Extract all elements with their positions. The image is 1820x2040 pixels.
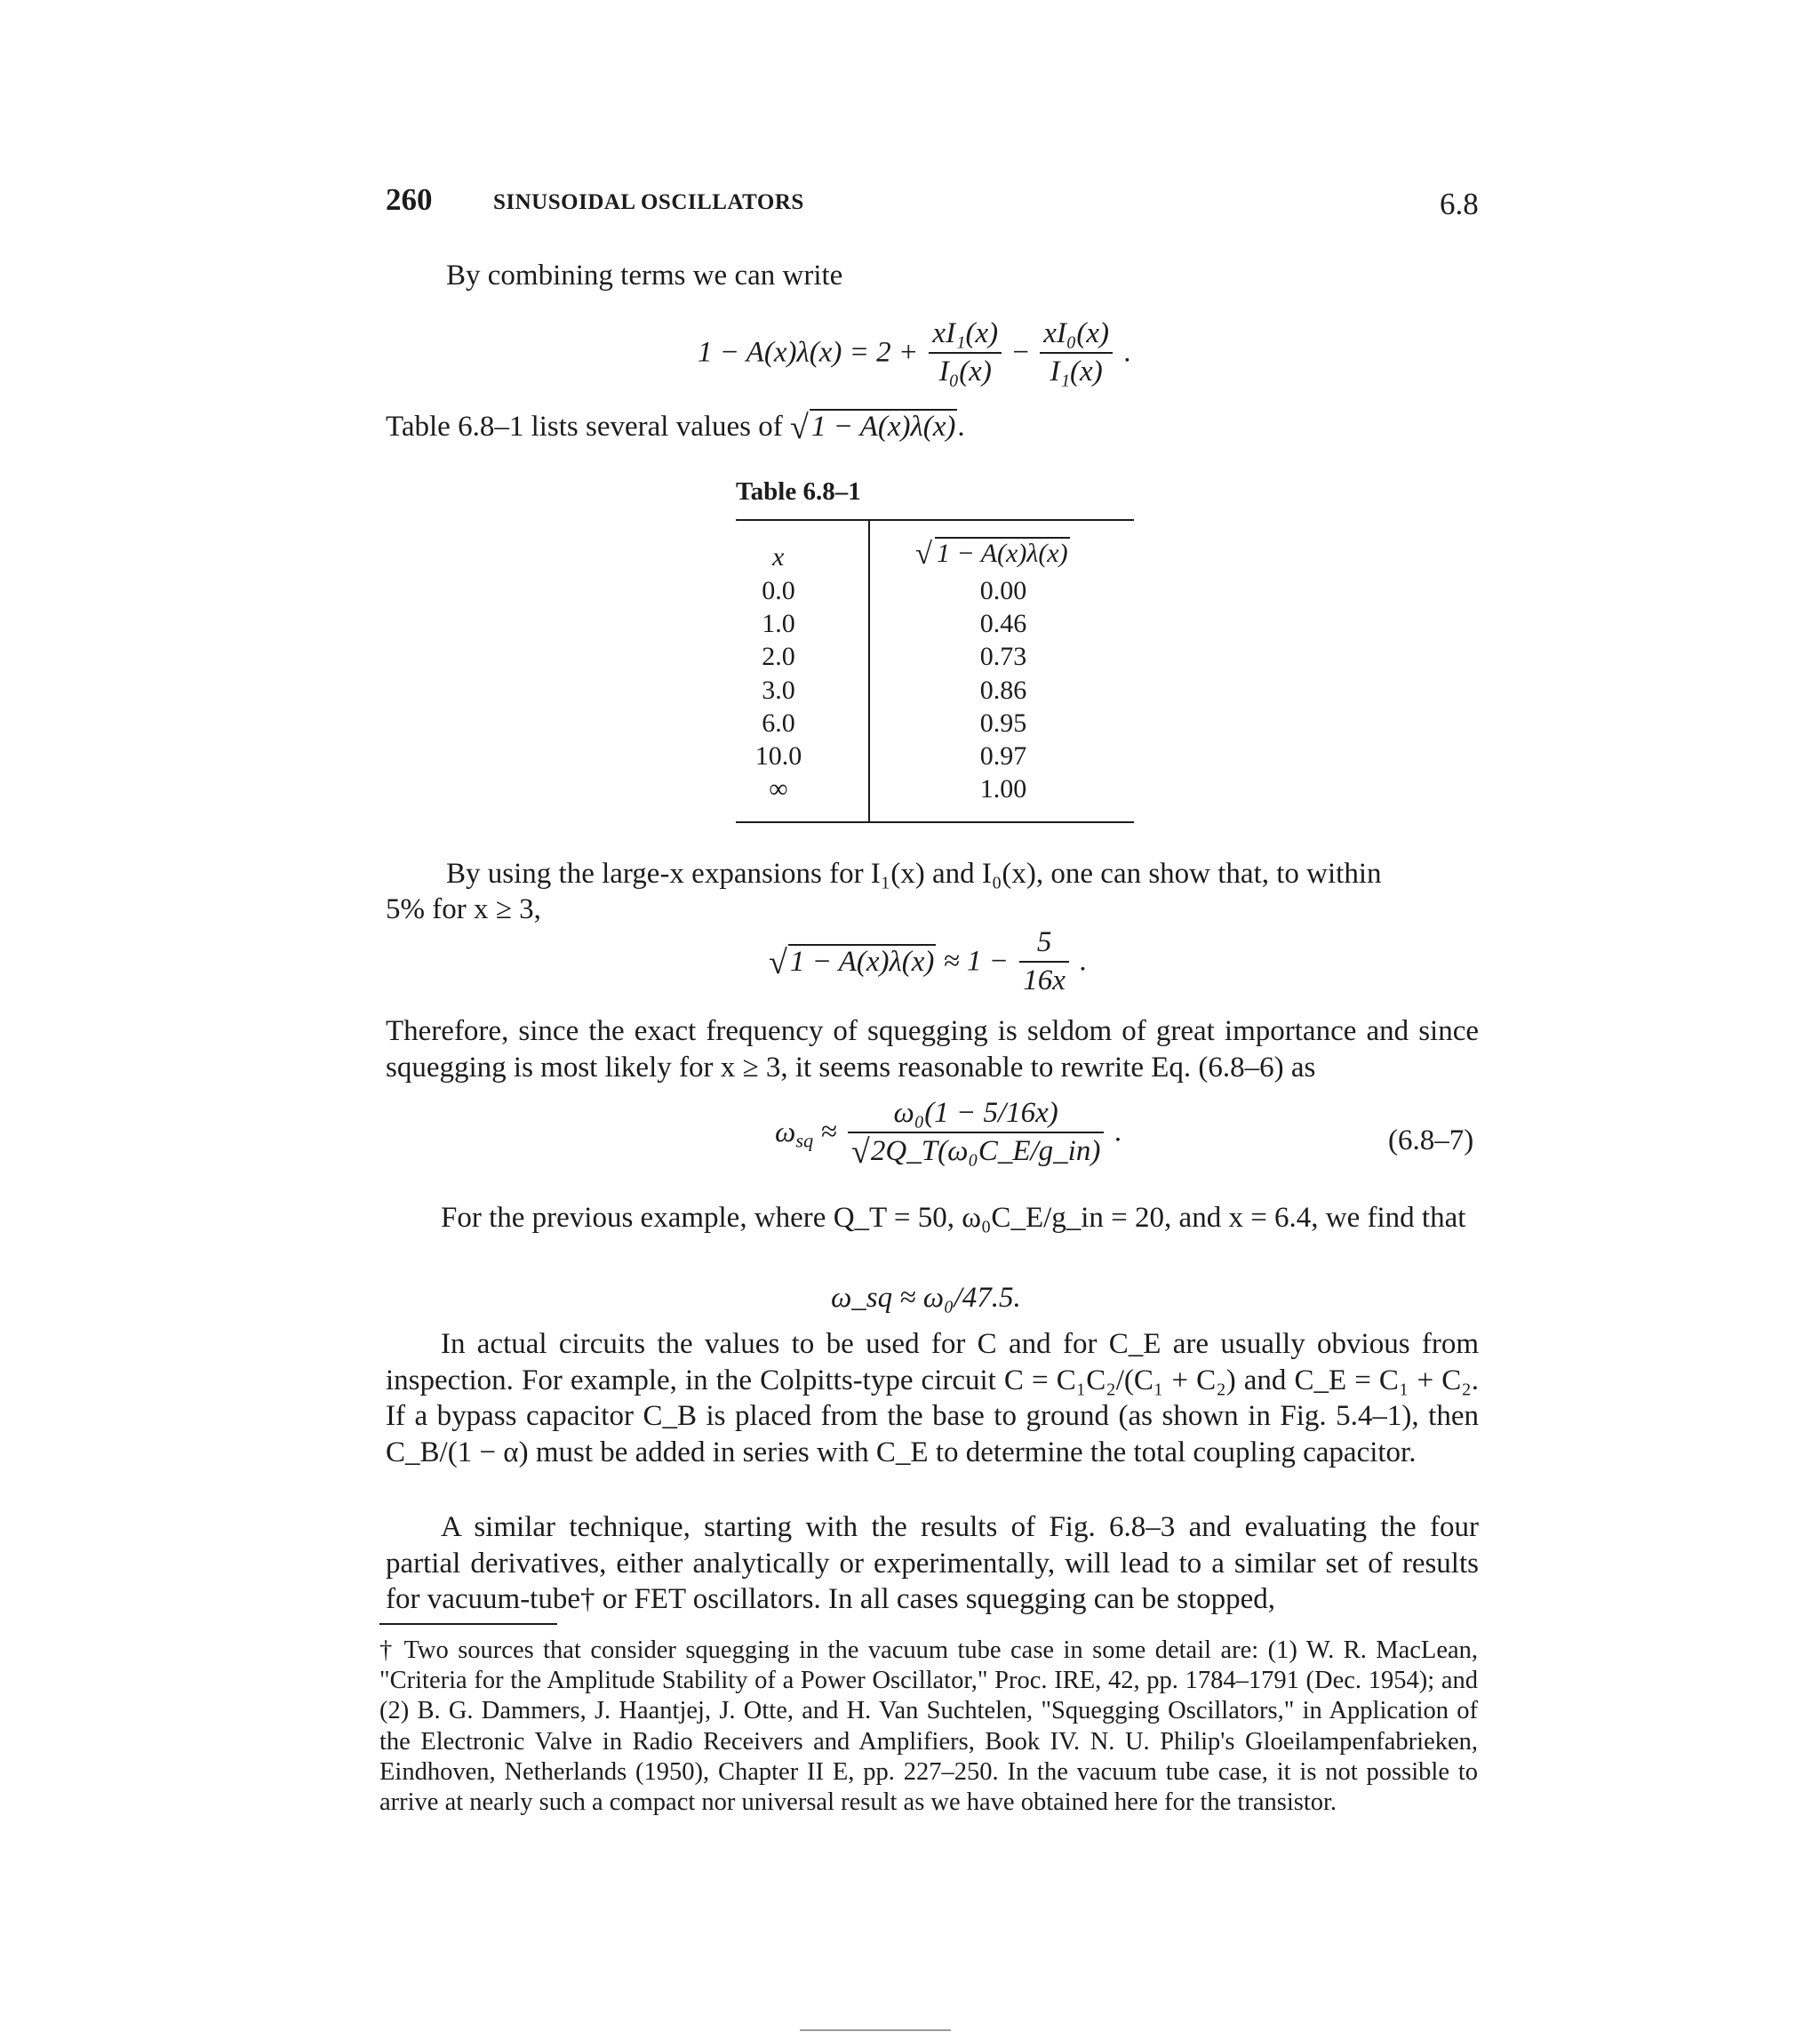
- paragraph-table-intro: [386, 409, 965, 445]
- paragraph-large-x-line1: By using the large-x expansions for I₁(x) and I₀(x), one can show that, to within: [446, 858, 1382, 890]
- paragraph-similar-technique: A similar technique, starting with the results of Fig. 6.8–3 and evaluating the four partial derivatives, either analytically or experimentally, will lead to a similar set of results for vacuum-tube† or FET oscillators. In all cases squegging can be stopped,: [386, 1511, 1479, 1615]
- eq1-denominator-2: I₁(x): [1040, 352, 1113, 390]
- table-cell-x: 2.0: [762, 642, 795, 671]
- table-bottom-rule: [736, 821, 1134, 823]
- table-cell-value: 0.97: [979, 741, 1027, 771]
- eq2-radicand: 1 − A(x)λ(x): [790, 945, 935, 978]
- paragraph-large-x-line2: 5% for x ≥ 3,: [386, 893, 541, 925]
- table-vertical-rule: [868, 519, 870, 823]
- table-header-value: [915, 537, 1070, 571]
- eq1-numerator-1: xI₁(x): [932, 317, 999, 349]
- eq1-minus: −: [1012, 336, 1030, 369]
- table-cell-x: 6.0: [762, 708, 795, 738]
- eq3-approx: ≈: [820, 1116, 837, 1148]
- eq1-lhs: 1 − A(x)λ(x) = 2 +: [698, 336, 919, 369]
- table-cell-x: 1.0: [762, 609, 795, 638]
- table-intro-period: .: [957, 411, 965, 443]
- equation-4: ω_sq ≈ ω₀/47.5.: [831, 1282, 1021, 1314]
- table-cell-x: 10.0: [754, 741, 802, 771]
- eq3-denominator: √ 2Q_T(ω₀C_E/g_in): [848, 1132, 1104, 1170]
- table-cell-value: 1.00: [979, 774, 1027, 804]
- paragraph-actual-circuits: In actual circuits the values to be used for C and for C_E are usually obvious from inspection. For example, in the Colpitts-type circuit C = C₁C₂/(C₁ + C₂) and C_E = C₁ + C₂. If a bypass capacitor C_B is placed from the base to ground (as shown in Fig. 5.4–1), then C_B/(1 − α) must be added in series with C_E to determine the total coupling capacitor.: [386, 1328, 1479, 1468]
- eq3-numerator: ω₀(1 − 5/16x): [893, 1097, 1058, 1129]
- table-intro-radicand: 1 − A(x)λ(x): [811, 411, 956, 443]
- eq2-numerator: 5: [1036, 926, 1052, 958]
- running-title: SINUSOIDAL OSCILLATORS: [493, 190, 804, 214]
- table-intro-text: Table 6.8–1 lists several values of: [386, 411, 783, 443]
- table-top-rule: [736, 519, 1134, 521]
- eq2-period: .: [1080, 945, 1088, 978]
- table-header-x: x: [772, 542, 785, 572]
- page-number: 260: [386, 182, 433, 217]
- eq3-fraction: [848, 1095, 1104, 1171]
- paragraph-previous-example: For the previous example, where Q_T = 50, ω₀C_E/g_in = 20, and x = 6.4, we find that: [441, 1202, 1466, 1234]
- table-cell-value: 0.73: [979, 642, 1027, 671]
- table-cell-value: 0.00: [979, 576, 1027, 605]
- eq1-numerator-2: xI₀(x): [1043, 317, 1110, 349]
- paragraph-combining-terms: By combining terms we can write: [446, 260, 843, 292]
- table-header-radicand: 1 − A(x)λ(x): [937, 539, 1068, 568]
- eq2-radical: [769, 944, 936, 980]
- eq2-denominator: 16x: [1019, 961, 1069, 999]
- eq1-fraction-1: [929, 316, 1002, 391]
- eq2-fraction: [1019, 924, 1069, 1000]
- equation-3: [775, 1095, 1122, 1171]
- eq1-period: .: [1123, 336, 1131, 369]
- footnote-rule: [379, 1623, 557, 1625]
- eq2-mid: ≈ 1 −: [943, 945, 1010, 978]
- table-header-radical: [915, 537, 1070, 571]
- table-cell-x: 3.0: [762, 676, 795, 705]
- eq3-period: .: [1114, 1116, 1122, 1148]
- table-cell-value: 0.86: [979, 676, 1027, 705]
- eq1-fraction-2: [1040, 316, 1113, 391]
- table-caption: Table 6.8–1: [736, 477, 861, 506]
- table-cell-x: 0.0: [762, 576, 795, 605]
- equation-1: [698, 316, 1131, 391]
- table-cell-value: 0.95: [979, 708, 1027, 738]
- scan-artifact-line: [800, 2029, 951, 2031]
- table-cell-value: 0.46: [979, 609, 1027, 638]
- paragraph-therefore: Therefore, since the exact frequency of squegging is seldom of great importance and since squegging is most likely for x ≥ 3, it seems reasonable to rewrite Eq. (6.8–6) as: [386, 1015, 1479, 1084]
- equation-2: [769, 924, 1087, 1000]
- table-cell-x: ∞: [769, 774, 788, 804]
- table-intro-radical: [790, 409, 957, 445]
- footnote: † Two sources that consider squegging in the vacuum tube case in some detail are: (1) W. R. MacLean, "Criteria for the Amplitude Stability of a Power Oscillator," Proc. IRE, 42, pp. 1784–1791 (Dec. 1954); and (2) B. G. Dammers, J. Haantjej, J. Otte, and H. Van Suchtelen, "Squegging Oscillators," in Application of the Electronic Valve in Radio Receivers and Amplifiers, Book IV. N. U. Philip's Gloeilampenfabrieken, Eindhoven, Netherlands (1950), Chapter II E, pp. 227–250. In the vacuum tube case, it is not possible to arrive at nearly such a compact nor universal result as we have obtained here for the transistor.: [379, 1636, 1478, 1816]
- section-number: 6.8: [1440, 187, 1479, 221]
- eq1-denominator-1: I₀(x): [929, 352, 1002, 390]
- equation-3-label: (6.8–7): [1388, 1124, 1474, 1156]
- eq3-lhs: $\omega_{sq}$: [775, 1116, 814, 1152]
